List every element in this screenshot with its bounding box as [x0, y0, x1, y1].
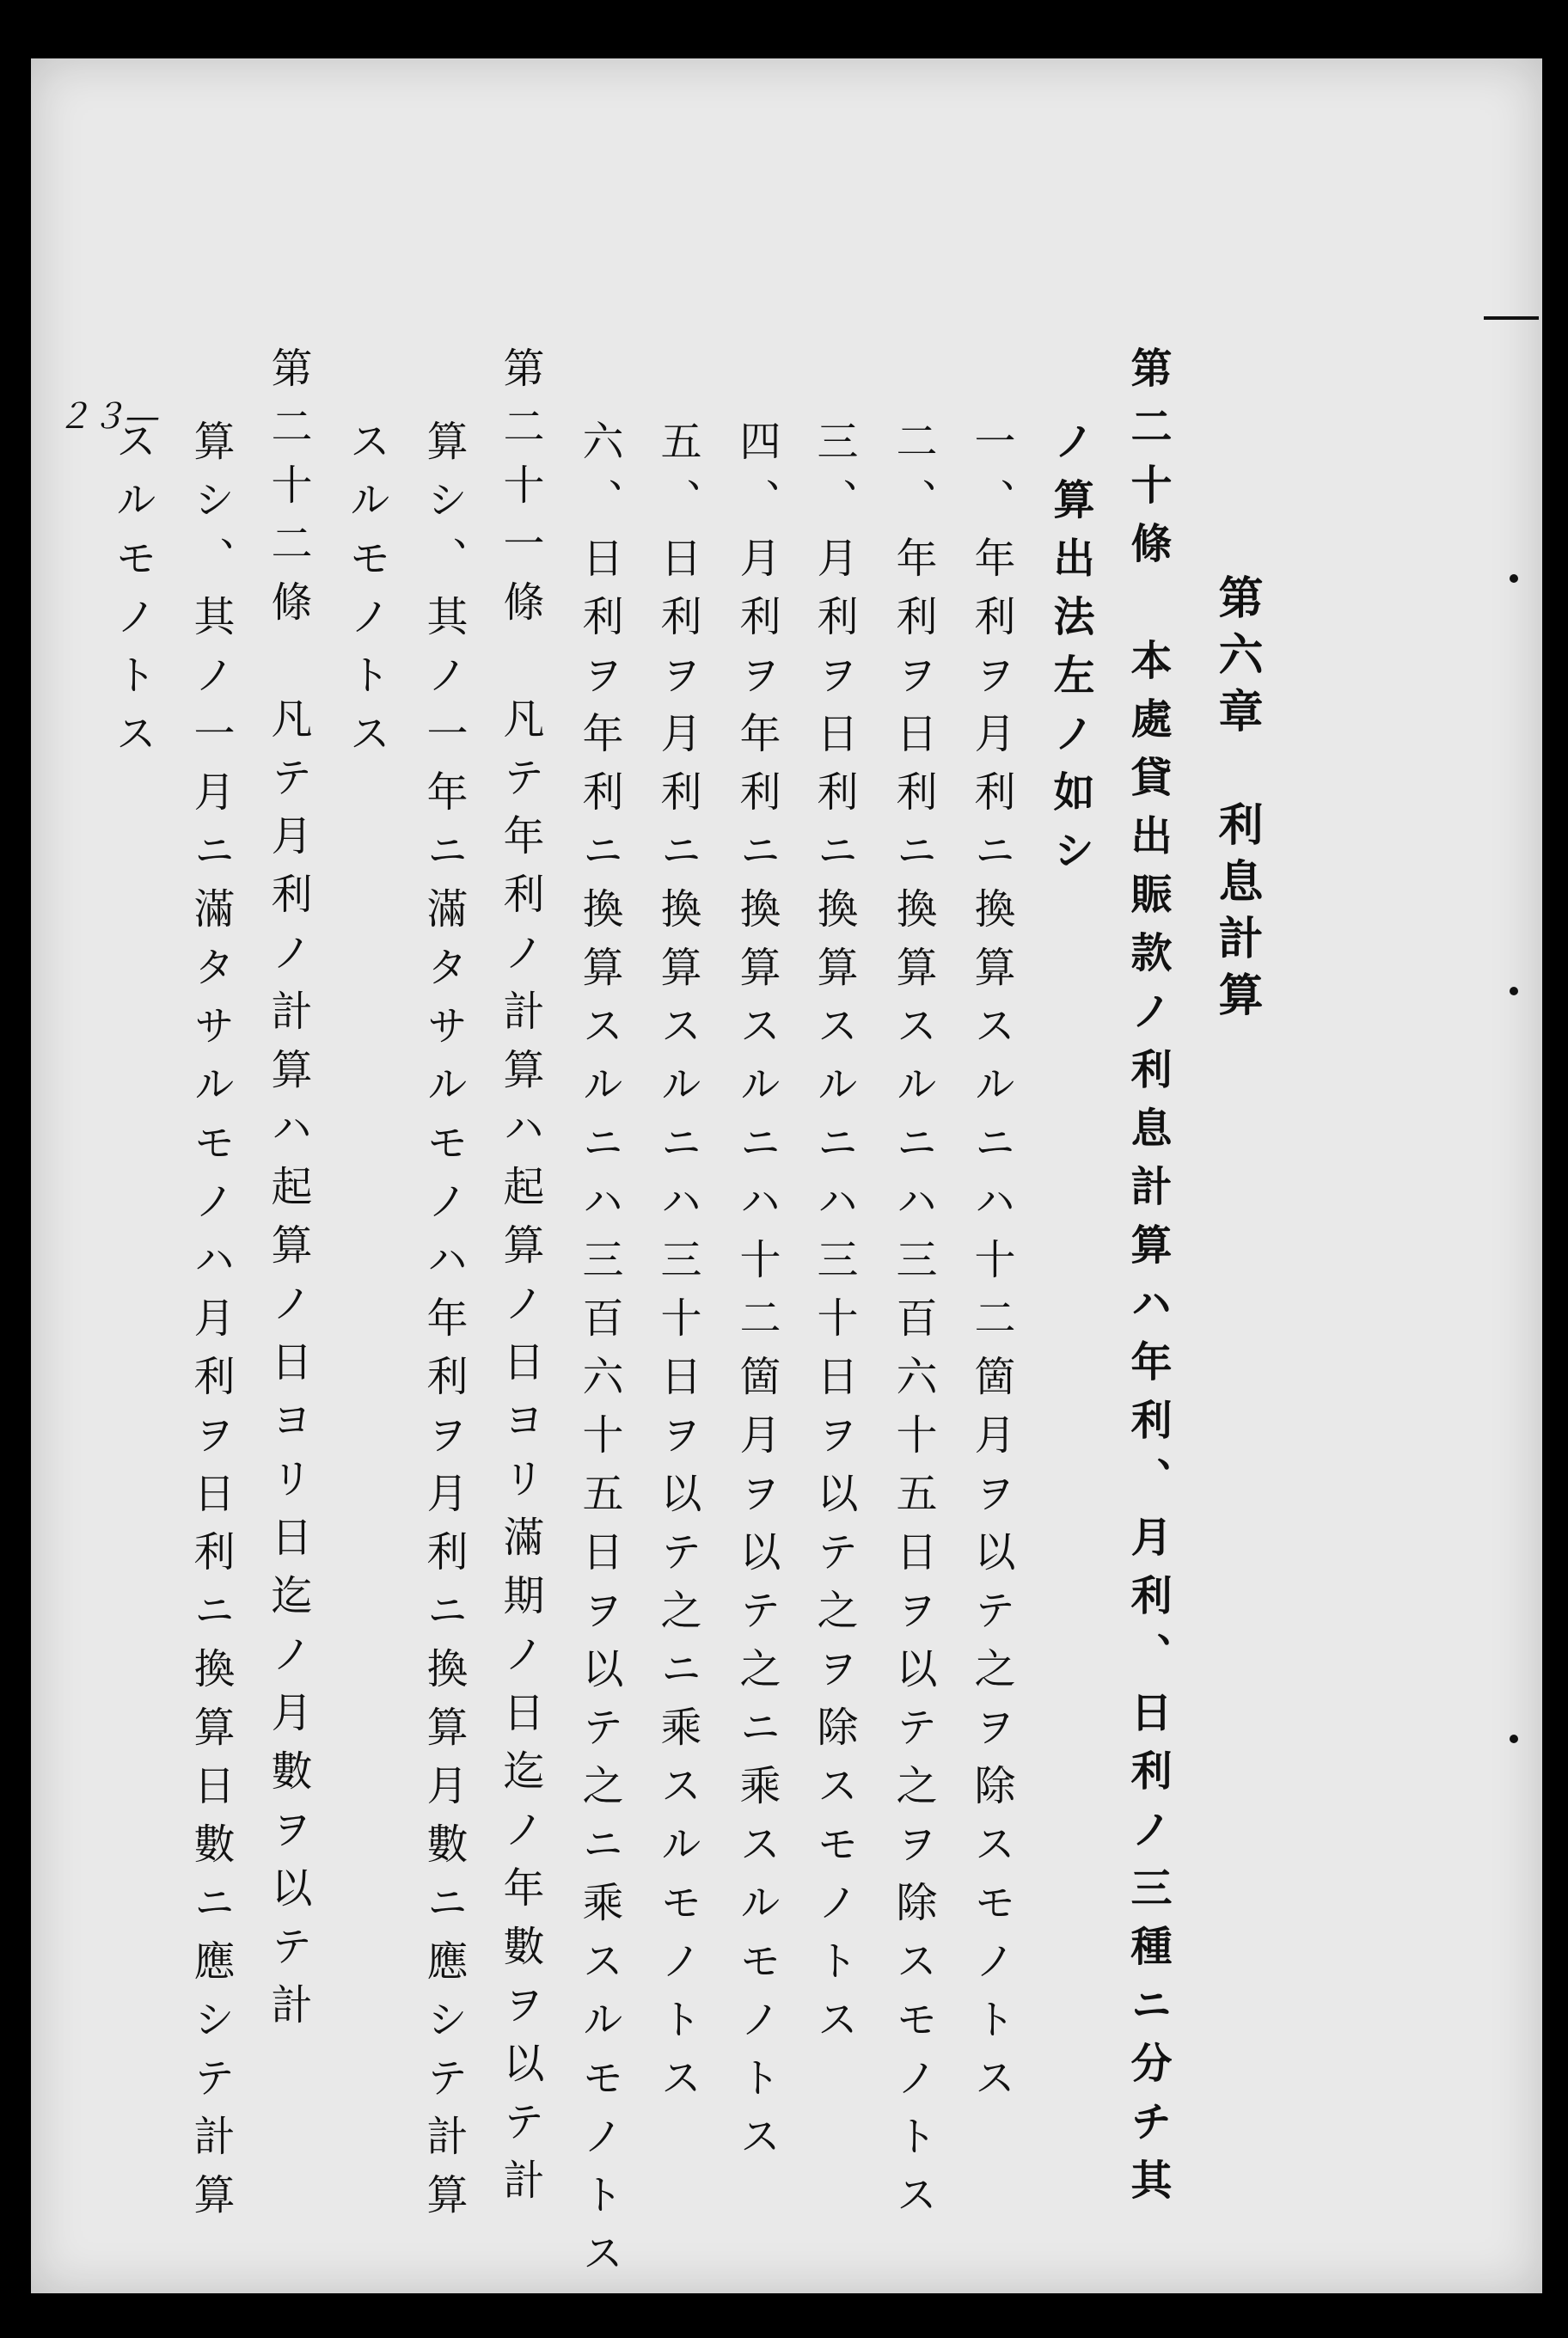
- margin-note: ２３—: [57, 397, 160, 437]
- article-20-item-2: 二、年利ヲ日利ニ換算スルニハ三百六十五日ヲ以テ之ヲ除スモノトス: [889, 419, 937, 2231]
- article-21-line-1: 第二十一條 凡テ年利ノ計算ハ起算ノ日ヨリ滿期ノ日迄ノ年數ヲ以テ計: [496, 346, 544, 2217]
- edge-mark: [1510, 987, 1518, 995]
- article-20-line-2: ノ算出法左ノ如シ: [1046, 419, 1094, 887]
- article-21-line-2: 算シ、其ノ一年ニ滿タサルモノハ年利ヲ月利ニ換算月數ニ應シテ計算: [420, 419, 468, 2231]
- article-21-line-3: スルモノトス: [342, 419, 390, 770]
- article-20-item-1: 一、年利ヲ月利ニ換算スルニハ十二箇月ヲ以テ之ヲ除スモノトス: [967, 419, 1015, 2115]
- document-page: [31, 58, 1542, 2293]
- article-20-item-5: 五、日利ヲ月利ニ換算スルニハ三十日ヲ以テ之ニ乘スルモノトス: [653, 419, 701, 2115]
- article-22-line-3: スルモノトス: [108, 419, 156, 770]
- edge-mark: [1510, 1735, 1518, 1743]
- article-20-item-6: 六、日利ヲ年利ニ換算スルニハ三百六十五日ヲ以テ之ニ乘スルモノトス: [575, 419, 623, 2290]
- article-22-line-2: 算シ、其ノ一月ニ滿タサルモノハ月利ヲ日利ニ換算日數ニ應シテ計算: [187, 419, 235, 2231]
- edge-mark: [1484, 316, 1539, 320]
- chapter-title: 第六章 利息計算: [1210, 574, 1263, 1028]
- article-20-line-1: 第二十條 本處貸出賑款ノ利息計算ハ年利、月利、日利ノ三種ニ分チ其: [1124, 346, 1172, 2217]
- article-22-line-1: 第二十二條 凡テ月利ノ計算ハ起算ノ日ヨリ日迄ノ月數ヲ以テ計: [264, 346, 312, 2041]
- article-20-item-4: 四、月利ヲ年利ニ換算スルニハ十二箇月ヲ以テ之ニ乘スルモノトス: [732, 419, 781, 2173]
- article-20-item-3: 三、月利ヲ日利ニ換算スルニハ三十日ヲ以テ之ヲ除スモノトス: [810, 419, 858, 2056]
- edge-mark: [1510, 574, 1518, 583]
